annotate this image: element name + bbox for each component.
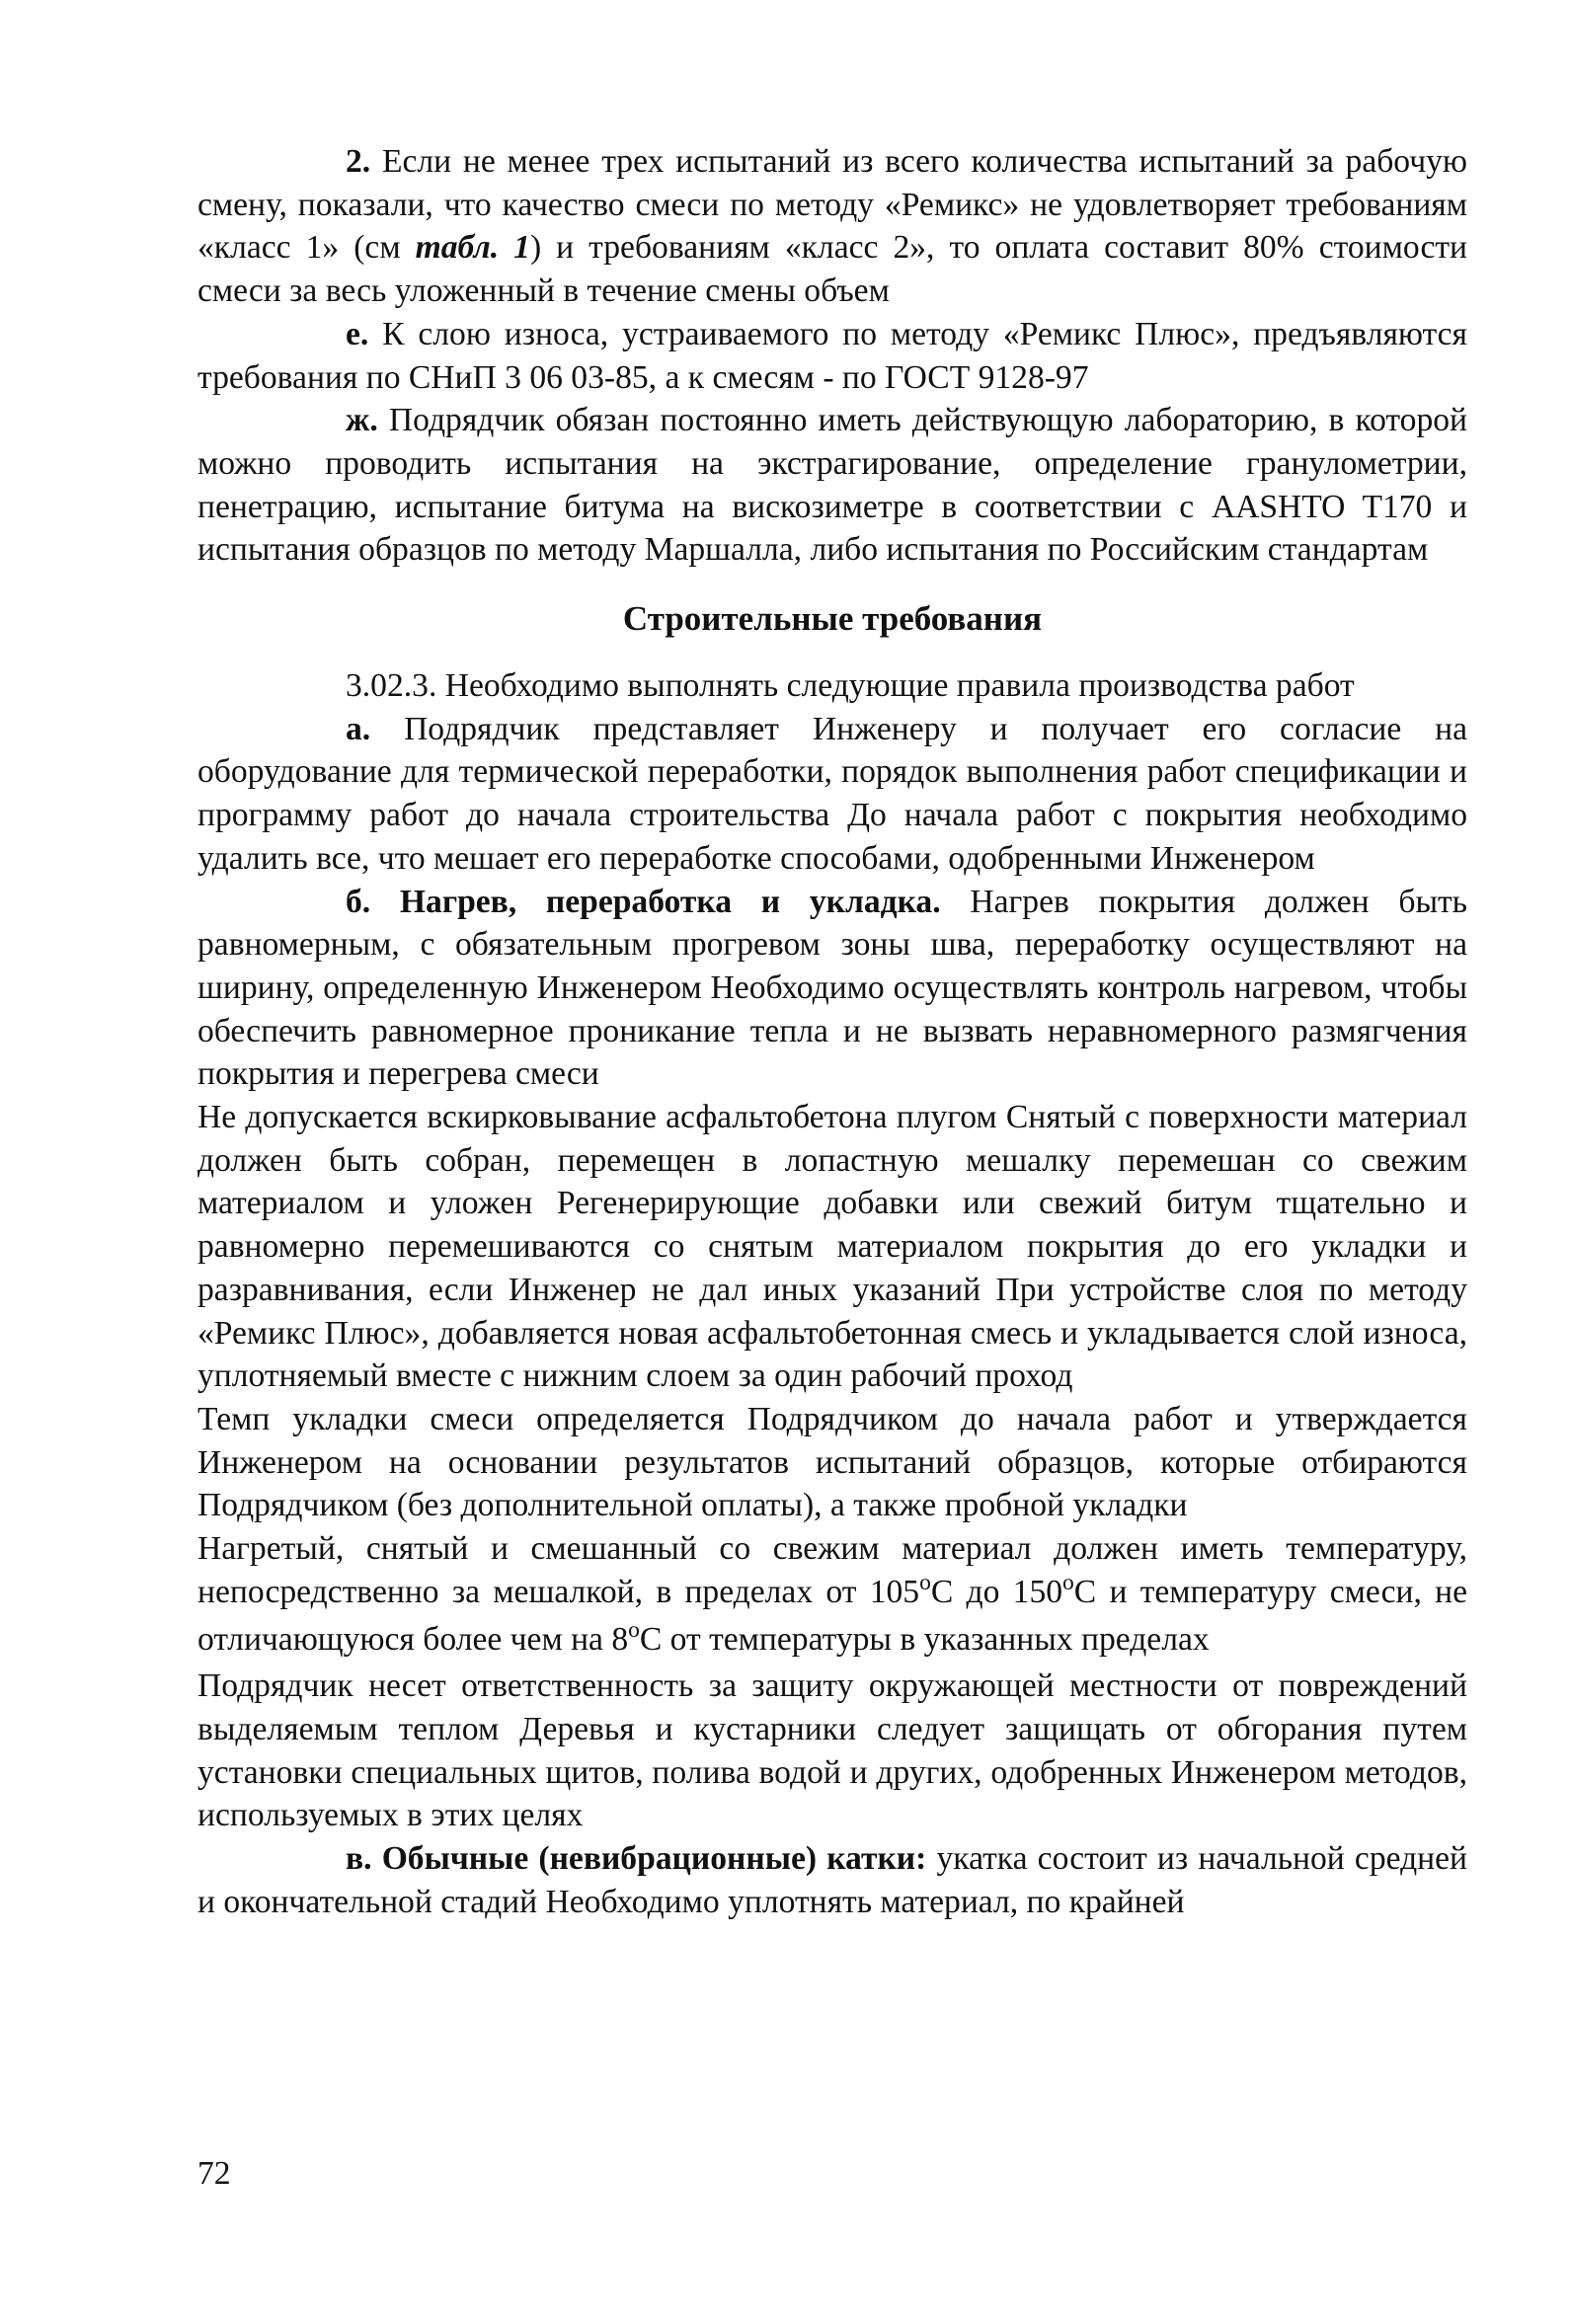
- paragraph-b: [197, 881, 1467, 1097]
- paragraph-v-text: укатка состоит из начальной средней и окончательной стадий Необходимо уплотнять материал, по крайней: [197, 1840, 1467, 1920]
- paragraph-2-text-b: ) и требованиям «класс 2», то оплата составит 80% стоимости смеси за весь уложенный в течение смены объем: [197, 229, 1468, 310]
- paragraph-temperature: [197, 1527, 1467, 1665]
- paragraph-zh: [197, 399, 1467, 572]
- item-label-b: б. Нагрев, переработка и укладка.: [346, 883, 941, 920]
- section-heading: Строительные требования: [622, 599, 1043, 639]
- paragraph-v: [197, 1837, 1467, 1923]
- paragraph-a-text: Подрядчик представляет Инженеру и получает его согласие на оборудование для термической переработки, порядок выполнения работ спецификации и программу работ до начала строительства До начала работ с покрытия необходимо удалить все, что мешает его переработке способами, одобренными Инженером: [197, 710, 1467, 877]
- paragraph-a: [197, 708, 1467, 881]
- table-reference: табл. 1: [415, 229, 530, 267]
- paragraph-scarify: Не допускается вскирковывание асфальтобетона плугом Снятый с поверхности материал должен быть собран, перемещен в лопастную мешалку перемешан со свежим материалом и уложен Регенерирующие добавки или свежий битум тщательно и равномерно перемешиваются со снятым материалом покрытия до его укладки и разравнивания, если Инженер не дал иных указаний При устройстве слоя по методу «Ремикс Плюс», добавляется новая асфальтобетонная смесь и укладывается слой износа, уплотняемый вместе с нижним слоем за один рабочий проход: [197, 1099, 1467, 1395]
- text-column: [197, 140, 1467, 1923]
- temperature-text-d: С от температуры в указанных пределах: [639, 1620, 1210, 1658]
- item-label-2: 2.: [346, 143, 371, 180]
- temperature-text-b: С до 150: [930, 1573, 1063, 1610]
- degree-mark-1: o: [919, 1569, 931, 1595]
- temperature-text-a: Нагретый, снятый и смешанный со свежим материал должен иметь температуру, непосредственно за мешалкой, в пределах от 105: [197, 1530, 1467, 1610]
- paragraph-e-text: К слою износа, устраиваемого по методу «Ремикс Плюс», предъявляются требования по СНиП 3 06 03-85, а к смесям - по ГОСТ 9128-97: [197, 315, 1467, 396]
- paragraph-protection: Подрядчик несет ответственность за защиту окружающей местности от повреждений выделяемым теплом Деревья и кустарники следует защищать от обгорания путем установки специальных щитов, полива водой и других, одобренных Инженером методов, используемых в этих целях: [197, 1667, 1467, 1834]
- paragraph-e: [197, 313, 1467, 399]
- degree-mark-2: o: [1062, 1569, 1074, 1595]
- paragraph-pace: Темп укладки смеси определяется Подрядчиком до начала работ и утверждается Инженером на основании результатов испытаний образцов, которые отбираются Подрядчиком (без дополнительной оплаты), а также пробной укладки: [197, 1400, 1467, 1524]
- item-label-e: е.: [346, 315, 369, 352]
- paragraph-2-text-a: Если не менее трех испытаний из всего количества испытаний за рабочую смену, показали, что качество смеси по методу «Ремикс» не удовлетворяет требованиям «класс 1» (см: [197, 143, 1467, 267]
- temperature-text-c: С и температуру смеси, не отличающуюся более чем на 8: [197, 1573, 1468, 1658]
- item-label-zh: ж.: [346, 402, 378, 439]
- degree-mark-3: o: [628, 1616, 640, 1643]
- paragraph-2: [197, 140, 1467, 313]
- page-number: 72: [197, 2155, 231, 2192]
- paragraph-zh-text: Подрядчик обязан постоянно иметь действующую лабораторию, в которой можно проводить испытания на экстрагирование, определение гранулометрии, пенетрацию, испытание битума на вискозиметре в соответствии с AASHTO T170 и испытания образцов по методу Маршалла, либо испытания по Российским стандартам: [197, 402, 1467, 569]
- paragraph-3-02-3: 3.02.3. Необходимо выполнять следующие правила производства работ: [346, 667, 1355, 705]
- item-label-v: в. Обычные (невибрационные) катки:: [346, 1840, 927, 1878]
- paragraph-b-text: Нагрев покрытия должен быть равномерным, с обязательным прогревом зоны шва, переработку осуществляют на ширину, определенную Инженером Необходимо осуществлять контроль нагревом, чтобы обеспечить равномерное проникание тепла и не вызвать неравномерного размягчения покрытия и перегрева смеси: [197, 883, 1468, 1093]
- item-label-a: а.: [346, 710, 371, 747]
